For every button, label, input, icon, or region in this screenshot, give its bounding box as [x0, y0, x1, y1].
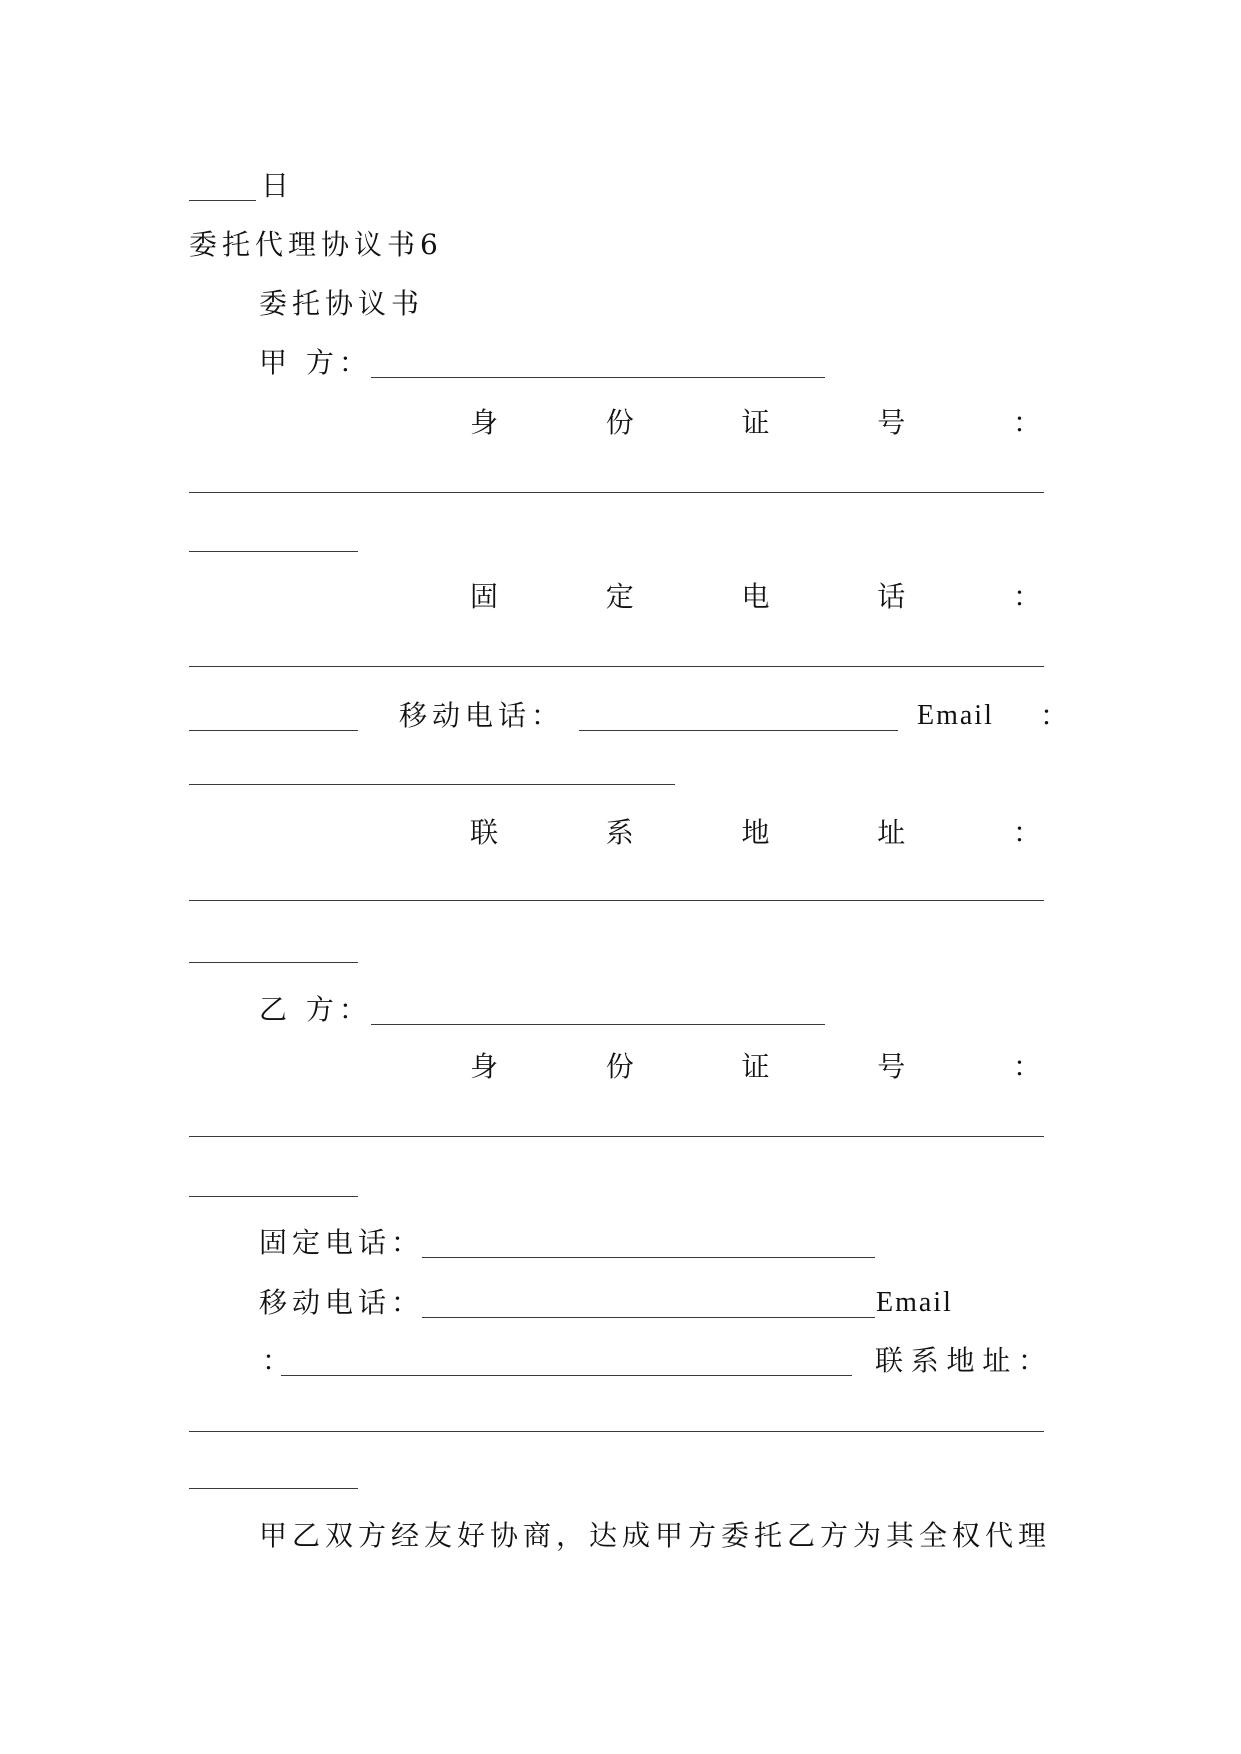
- party-b-address-label: [875, 1345, 1046, 1377]
- label-char: 电: [741, 580, 770, 613]
- label-char: 址: [877, 816, 906, 849]
- document-subtitle: 委托协议书: [259, 287, 425, 320]
- party-a-email-blank: [189, 784, 675, 785]
- party-a-address-blank-cont: [189, 962, 358, 963]
- label-char: 份: [605, 1050, 634, 1083]
- party-a-email-colon: ：: [1040, 699, 1074, 732]
- body-paragraph: 甲乙双方经友好协商，达成甲方委托乙方为其全权代理: [259, 1519, 1052, 1552]
- party-b-name-blank: [371, 1024, 825, 1025]
- party-b-mobile-blank: [422, 1317, 875, 1318]
- party-b-id-label: [470, 1051, 1041, 1083]
- party-a-address-label: [470, 817, 1041, 849]
- label-char: 身: [470, 1050, 499, 1083]
- label-char: 身: [470, 406, 499, 439]
- party-b-id-blank-cont: [189, 1196, 358, 1197]
- label-colon: ：: [1012, 816, 1041, 849]
- party-b-landline-blank: [422, 1257, 875, 1258]
- blank-line: [189, 200, 256, 201]
- party-a-id-label: [470, 407, 1041, 439]
- label-char: 定: [605, 580, 634, 613]
- party-b-address-blank: [189, 1431, 1044, 1432]
- party-a-landline-blank: [189, 666, 1044, 667]
- label-char: 地: [741, 816, 770, 849]
- document-title: 委托代理协议书6: [189, 228, 443, 261]
- label-char: 联: [470, 816, 499, 849]
- label-char: 址: [982, 1344, 1011, 1377]
- party-a-mobile-label: 移动电话：: [399, 699, 565, 732]
- party-a-id-blank-cont: [189, 551, 358, 552]
- label-colon: ：: [1017, 1344, 1046, 1377]
- party-b-email-blank: [281, 1375, 852, 1376]
- party-b-email-label: Email: [876, 1287, 953, 1318]
- label-char: 系: [910, 1344, 939, 1377]
- label-char: 系: [605, 816, 634, 849]
- date-suffix: 日: [261, 169, 295, 202]
- label-char: 号: [877, 1050, 906, 1083]
- party-b-label: 乙 方：: [259, 993, 372, 1026]
- label-char: 份: [605, 406, 634, 439]
- label-char: 证: [741, 406, 770, 439]
- party-a-email-label: Email: [917, 700, 994, 731]
- party-a-landline-blank-cont: [189, 730, 358, 731]
- party-b-landline-label: 固定电话：: [259, 1226, 425, 1259]
- party-b-address-blank-cont: [189, 1488, 358, 1489]
- party-b-email-colon: ：: [262, 1344, 296, 1377]
- label-char: 地: [946, 1344, 975, 1377]
- label-char: 话: [877, 580, 906, 613]
- label-colon: ：: [1012, 1050, 1041, 1083]
- label-char: 号: [877, 406, 906, 439]
- party-b-mobile-label: 移动电话：: [259, 1286, 425, 1319]
- label-char: 固: [470, 580, 499, 613]
- party-a-landline-label: [470, 581, 1041, 613]
- party-a-mobile-blank: [579, 730, 898, 731]
- label-colon: ：: [1012, 580, 1041, 613]
- label-colon: ：: [1012, 406, 1041, 439]
- label-char: 证: [741, 1050, 770, 1083]
- party-a-label: 甲 方：: [259, 346, 372, 379]
- party-a-address-blank: [189, 900, 1044, 901]
- party-b-id-blank: [189, 1136, 1044, 1137]
- party-a-id-blank: [189, 492, 1044, 493]
- party-a-name-blank: [371, 377, 825, 378]
- label-char: 联: [875, 1344, 904, 1377]
